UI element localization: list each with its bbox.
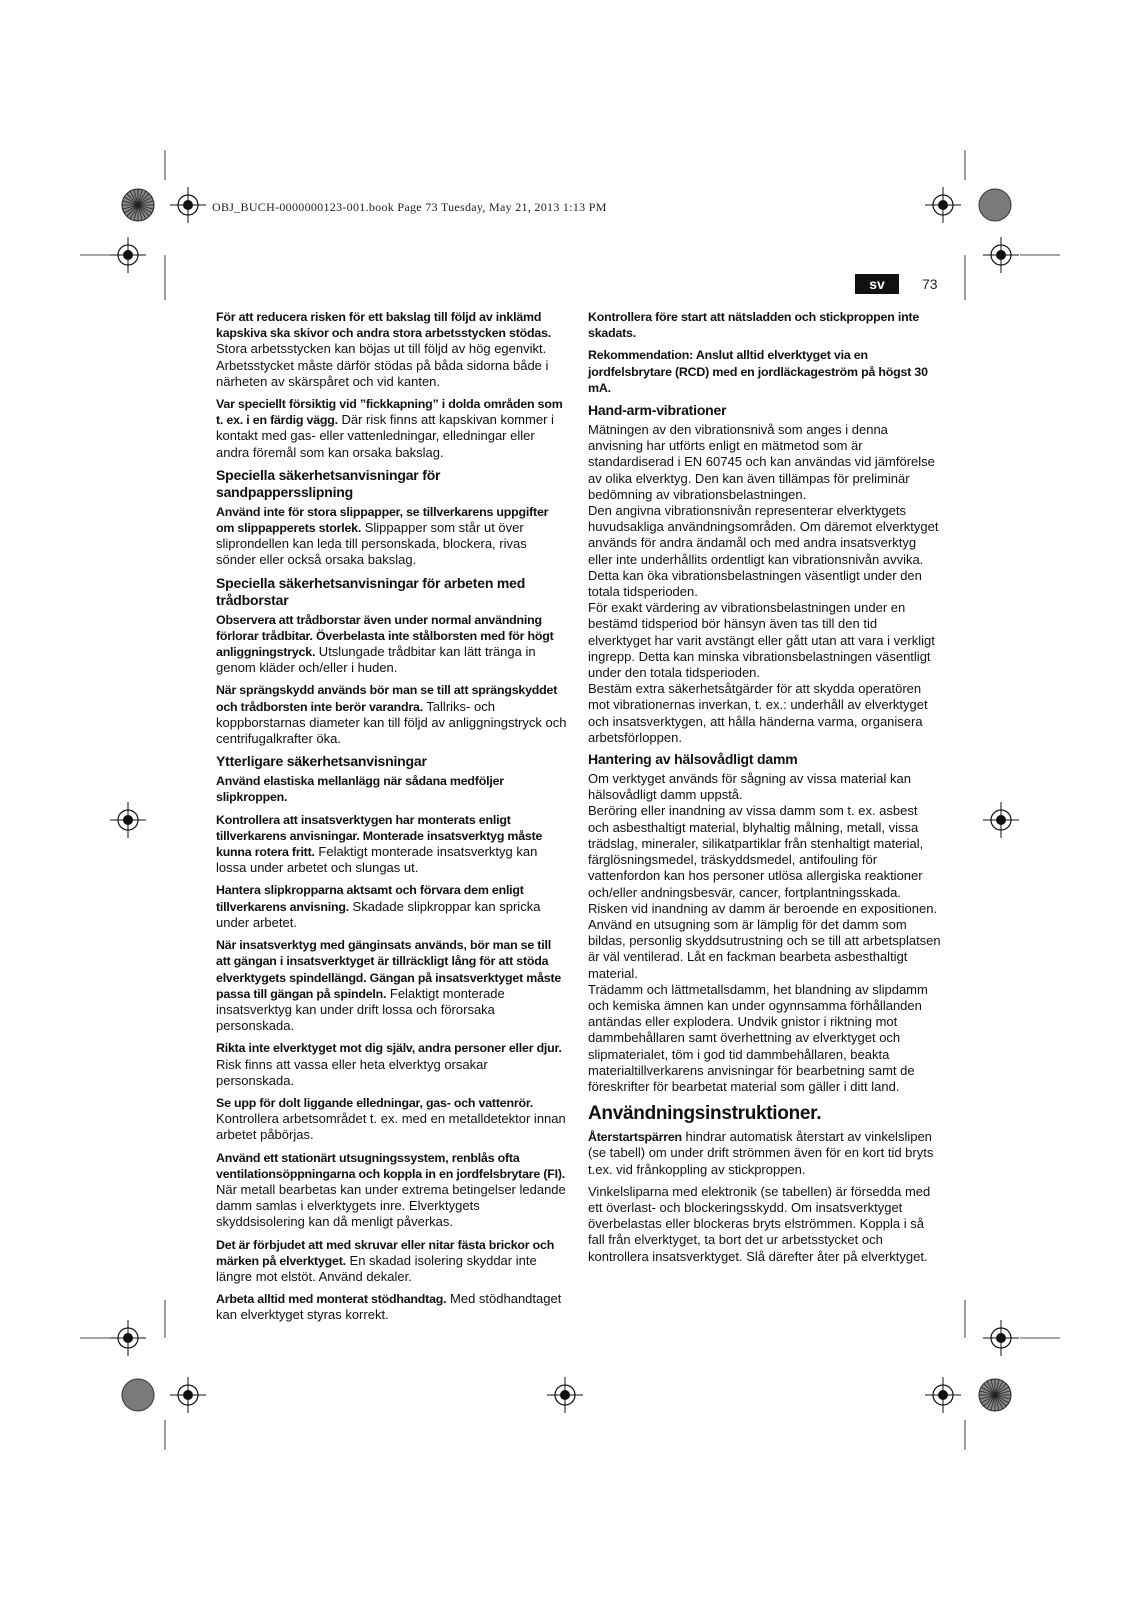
paragraph-text: Med stödhandtaget kan elverktyget styras korrekt. bbox=[216, 1291, 562, 1323]
warning-lead: Använd inte för stora slippapper, se tillverkarens uppgifter om slippapperets storlek. bbox=[216, 504, 549, 536]
section-heading: Hantering av hälsovådligt damm bbox=[588, 751, 798, 768]
paragraph-text: Beröring eller inandning av vissa damm som t. ex. asbest och asbesthaltigt material, blyhaltig målning, metall, vissa trädslag, mineraler, silikatpartiklar från stenhaltigt material, färglösningsmedel, träskyddsmedel, antifouling för vattenfordon kan hos personer utlösa allergiska reaktioner och/eller andningsbesvär, cancer, fortplantningsskada. Risken vid inandning av damm är beroende en expositionen. Använd en utsugning som är lämplig för det damm som bildas, personlig skyddsutrustning och se till att arbetsplatsen är väl ventilerad. Låt en fackman bearbeta asbesthaltigt material. bbox=[588, 803, 941, 981]
paragraph-text: Den angivna vibrationsnivån representerar elverktygets huvudsakliga användningsområden. Om däremot elverktyget används för andra ändamål och med andra insatsverktyg eller inte underhållits ordentligt kan vibrationsnivån avvika. Detta kan öka vibrationsbelastningen väsentligt under den totala tidsperioden. bbox=[588, 503, 939, 600]
paragraph-text: Kontrollera arbetsområdet t. ex. med en metalldetektor innan arbetet påbörjas. bbox=[216, 1111, 566, 1143]
paragraph-text: Skadade slipkroppar kan spricka under arbetet. bbox=[216, 898, 541, 930]
warning-lead: Använd elastiska mellanlägg när sådana medföljer slipkroppen. bbox=[216, 774, 504, 805]
warning-lead: Hantera slipkropparna aktsamt och förvara dem enligt tillverkarens anvisning. bbox=[216, 883, 524, 914]
grey-target-mark bbox=[122, 1379, 154, 1411]
paragraph bbox=[216, 396, 568, 461]
warning-lead: Observera att trådborstar även under normal användning förlorar trådbitar. Överbelasta inte stålborsten med för högt anliggningstryck. bbox=[216, 612, 554, 660]
paragraph bbox=[216, 773, 568, 805]
warning-lead: Arbeta alltid med monterat stödhandtag. bbox=[216, 1292, 447, 1307]
paragraph bbox=[216, 1095, 568, 1144]
paragraph bbox=[216, 1237, 568, 1286]
page-number: 73 bbox=[922, 276, 938, 292]
left-column bbox=[216, 309, 568, 1330]
paragraph bbox=[216, 309, 568, 390]
right-column bbox=[588, 309, 942, 1265]
section-heading: Speciella säkerhetsanvisningar för sandpappersslipning bbox=[216, 466, 441, 500]
paragraph bbox=[588, 771, 942, 803]
section-heading: Ytterligare säkerhetsanvisningar bbox=[216, 753, 427, 770]
paragraph-text: Tallriks- och koppborstarnas diameter kan till följd av anliggningstryck och centrifugalkrafter öka. bbox=[216, 698, 567, 747]
warning-lead: Kontrollera att insatsverktygen har monterats enligt tillverkarens anvisningar. Monterade insatsverktyg måste kunna rotera fritt. bbox=[216, 812, 543, 860]
paragraph-text: Stora arbetsstycken kan böjas ut till följd av hög egenvikt. Arbetsstycket måste därför stödas på båda sidorna både i närheten av skärspåret och vid kanten. bbox=[216, 341, 549, 389]
book-file-info: OBJ_BUCH-0000000123-001.book Page 73 Tuesday, May 21, 2013 1:13 PM bbox=[212, 200, 607, 214]
warning-lead: Se upp för dolt liggande elledningar, gas- och vattenrör. bbox=[216, 1095, 533, 1110]
paragraph-text: En skadad isolering skyddar inte längre mot elstöt. Använd dekaler. bbox=[216, 1252, 537, 1284]
warning-lead: När insatsverktyg med gänginsats används, bör man se till att gängan i insatsverktyget är tillräckligt lång för att stöda elverktygets spindellängd. Gängan på insatsverktyget måste passa till gängan på spindeln. bbox=[216, 938, 562, 1001]
paragraph-text: Bestäm extra säkerhetsåtgärder för att skydda operatören mot vibrationernas inverkan, t. ex.: underhåll av elverktyget och insatsverktygen, att hålla händerna varma, organisera arbetsförloppen. bbox=[588, 681, 928, 745]
chapter-title: Användningsinstruktioner. bbox=[588, 1103, 822, 1125]
paragraph-text: Felaktigt monterade insatsverktyg kan under drift lossa och förorsaka personskada. bbox=[216, 985, 505, 1034]
warning-lead: När sprängskydd används bör man se till att sprängskyddet och trådborsten inte berör varandra. bbox=[216, 683, 558, 714]
warning-lead: För att reducera risken för ett bakslag till följd av inklämd kapskiva ska skivor och andra stora arbetsstycken stödas. bbox=[216, 310, 552, 341]
warning-lead: Det är förbjudet att med skruvar eller nitar fästa brickor och märken på elverktyget. bbox=[216, 1237, 555, 1268]
paragraph bbox=[216, 1291, 568, 1323]
warning-lead: Använd ett stationärt utsugningssystem, renblås ofta ventilationsöppningarna och koppla in en jordfelsbrytare (FI). bbox=[216, 1150, 566, 1181]
paragraph-text: Mätningen av den vibrationsnivå som anges i denna anvisning har utförts enligt en mätmetod som är standardiserad i EN 60745 och kan användas vid jämförelse av olika elverktyg. Den kan även tillämpas för preliminär bedömning av vibrationsbelastningen. bbox=[588, 422, 935, 502]
paragraph bbox=[216, 882, 568, 931]
paragraph bbox=[588, 503, 942, 600]
paragraph bbox=[588, 982, 942, 1095]
section-heading: Hand-arm-vibrationer bbox=[588, 402, 727, 419]
grey-target-mark bbox=[979, 189, 1011, 221]
paragraph-text: När metall bearbetas kan under extrema betingelser ledande damm samlas i elverktygets inre. Elverktygets skyddsisolering kan då menligt påverkas. bbox=[216, 1181, 566, 1230]
paragraph bbox=[216, 937, 568, 1034]
paragraph bbox=[588, 309, 942, 341]
paragraph bbox=[588, 681, 942, 746]
paragraph-text: Vinkelsliparna med elektronik (se tabellen) är försedda med ett överlast- och blockeringsskydd. Om insatsverktyget överbelastas eller blockeras bryts elströmmen. Koppla i så fall från elverktyget, ta bort det ur arbetsstycket och kontrollera insatsverktyget. Slå därefter åter på elverktyget. bbox=[588, 1183, 931, 1264]
paragraph bbox=[216, 1040, 568, 1089]
warning-lead: Återstartspärren bbox=[588, 1130, 682, 1145]
paragraph-text: hindrar automatisk återstart av vinkelslipen (se tabell) om under drift strömmen även för en kort tid bryts t.ex. vid frånkoppling av stickproppen. bbox=[588, 1129, 934, 1177]
paragraph bbox=[588, 803, 942, 981]
paragraph bbox=[588, 1184, 942, 1265]
paragraph-text: Utslungade trådbitar kan lätt tränga in genom kläder och/eller i huden. bbox=[216, 644, 536, 676]
paragraph bbox=[216, 612, 568, 677]
paragraph-text: Där risk finns att kapskivan kommer i kontakt med gas- eller vattenledningar, elledningar eller andra föremål som kan orsaka bakslag. bbox=[216, 412, 554, 460]
paragraph-text: Risk finns att vassa eller heta elverktyg orsakar personskada. bbox=[216, 1056, 488, 1088]
paragraph bbox=[588, 1129, 942, 1178]
section-heading: Speciella säkerhetsanvisningar för arbeten med trådborstar bbox=[216, 574, 526, 608]
paragraph-text: För exakt värdering av vibrationsbelastningen under en bestämd tidsperiod bör hänsyn även tas till den tid elverktyget har varit avstängt eller gått utan att vara i verkligt ingrepp. Detta kan minska vibrationsbelastningen väsentligt under den totala tidsperioden. bbox=[588, 600, 935, 681]
paragraph bbox=[216, 504, 568, 569]
paragraph-text: Trädamm och lättmetallsdamm, het blandning av slipdamm och kemiska ämnen kan under ogynnsamma förhållanden antändas eller explodera. Undvik gnistor i riktning mot dammbehållaren samt överhettning av elverktyget och slipmaterialet, töm i god tid dammbehållaren, beakta materialtillverkarens anvisningar för bearbetning samt de föreskrifter för bearbetat material som gäller i ditt land. bbox=[588, 981, 928, 1094]
warning-lead: Var speciellt försiktig vid ”fickkapning” i dolda områden som t. ex. i en färdig vägg. bbox=[216, 397, 563, 428]
warning-lead: Rikta inte elverktyget mot dig själv, andra personer eller djur. bbox=[216, 1041, 562, 1056]
paragraph bbox=[588, 422, 942, 503]
paragraph bbox=[216, 812, 568, 877]
paragraph-text: Slippapper som står ut över sliprondellen kan leda till personskada, blockera, rivas sönder eller också orsaka bakslag. bbox=[216, 520, 527, 568]
warning-lead: Rekommendation: Anslut alltid elverktyget via en jordfelsbrytare (RCD) med en jordläckageström på högst 30 mA. bbox=[588, 348, 928, 395]
paragraph bbox=[588, 600, 942, 681]
paragraph-text: Felaktigt monterade insatsverktyg kan lossa under arbetet och slungas ut. bbox=[216, 844, 538, 876]
warning-lead: Kontrollera före start att nätsladden och stickproppen inte skadats. bbox=[588, 310, 920, 341]
paragraph-text: Om verktyget används för sågning av vissa material kan hälsovådligt damm uppstå. bbox=[588, 771, 911, 803]
paragraph bbox=[216, 1150, 568, 1231]
paragraph bbox=[588, 347, 942, 396]
paragraph bbox=[216, 682, 568, 747]
language-badge: sv bbox=[855, 274, 899, 294]
